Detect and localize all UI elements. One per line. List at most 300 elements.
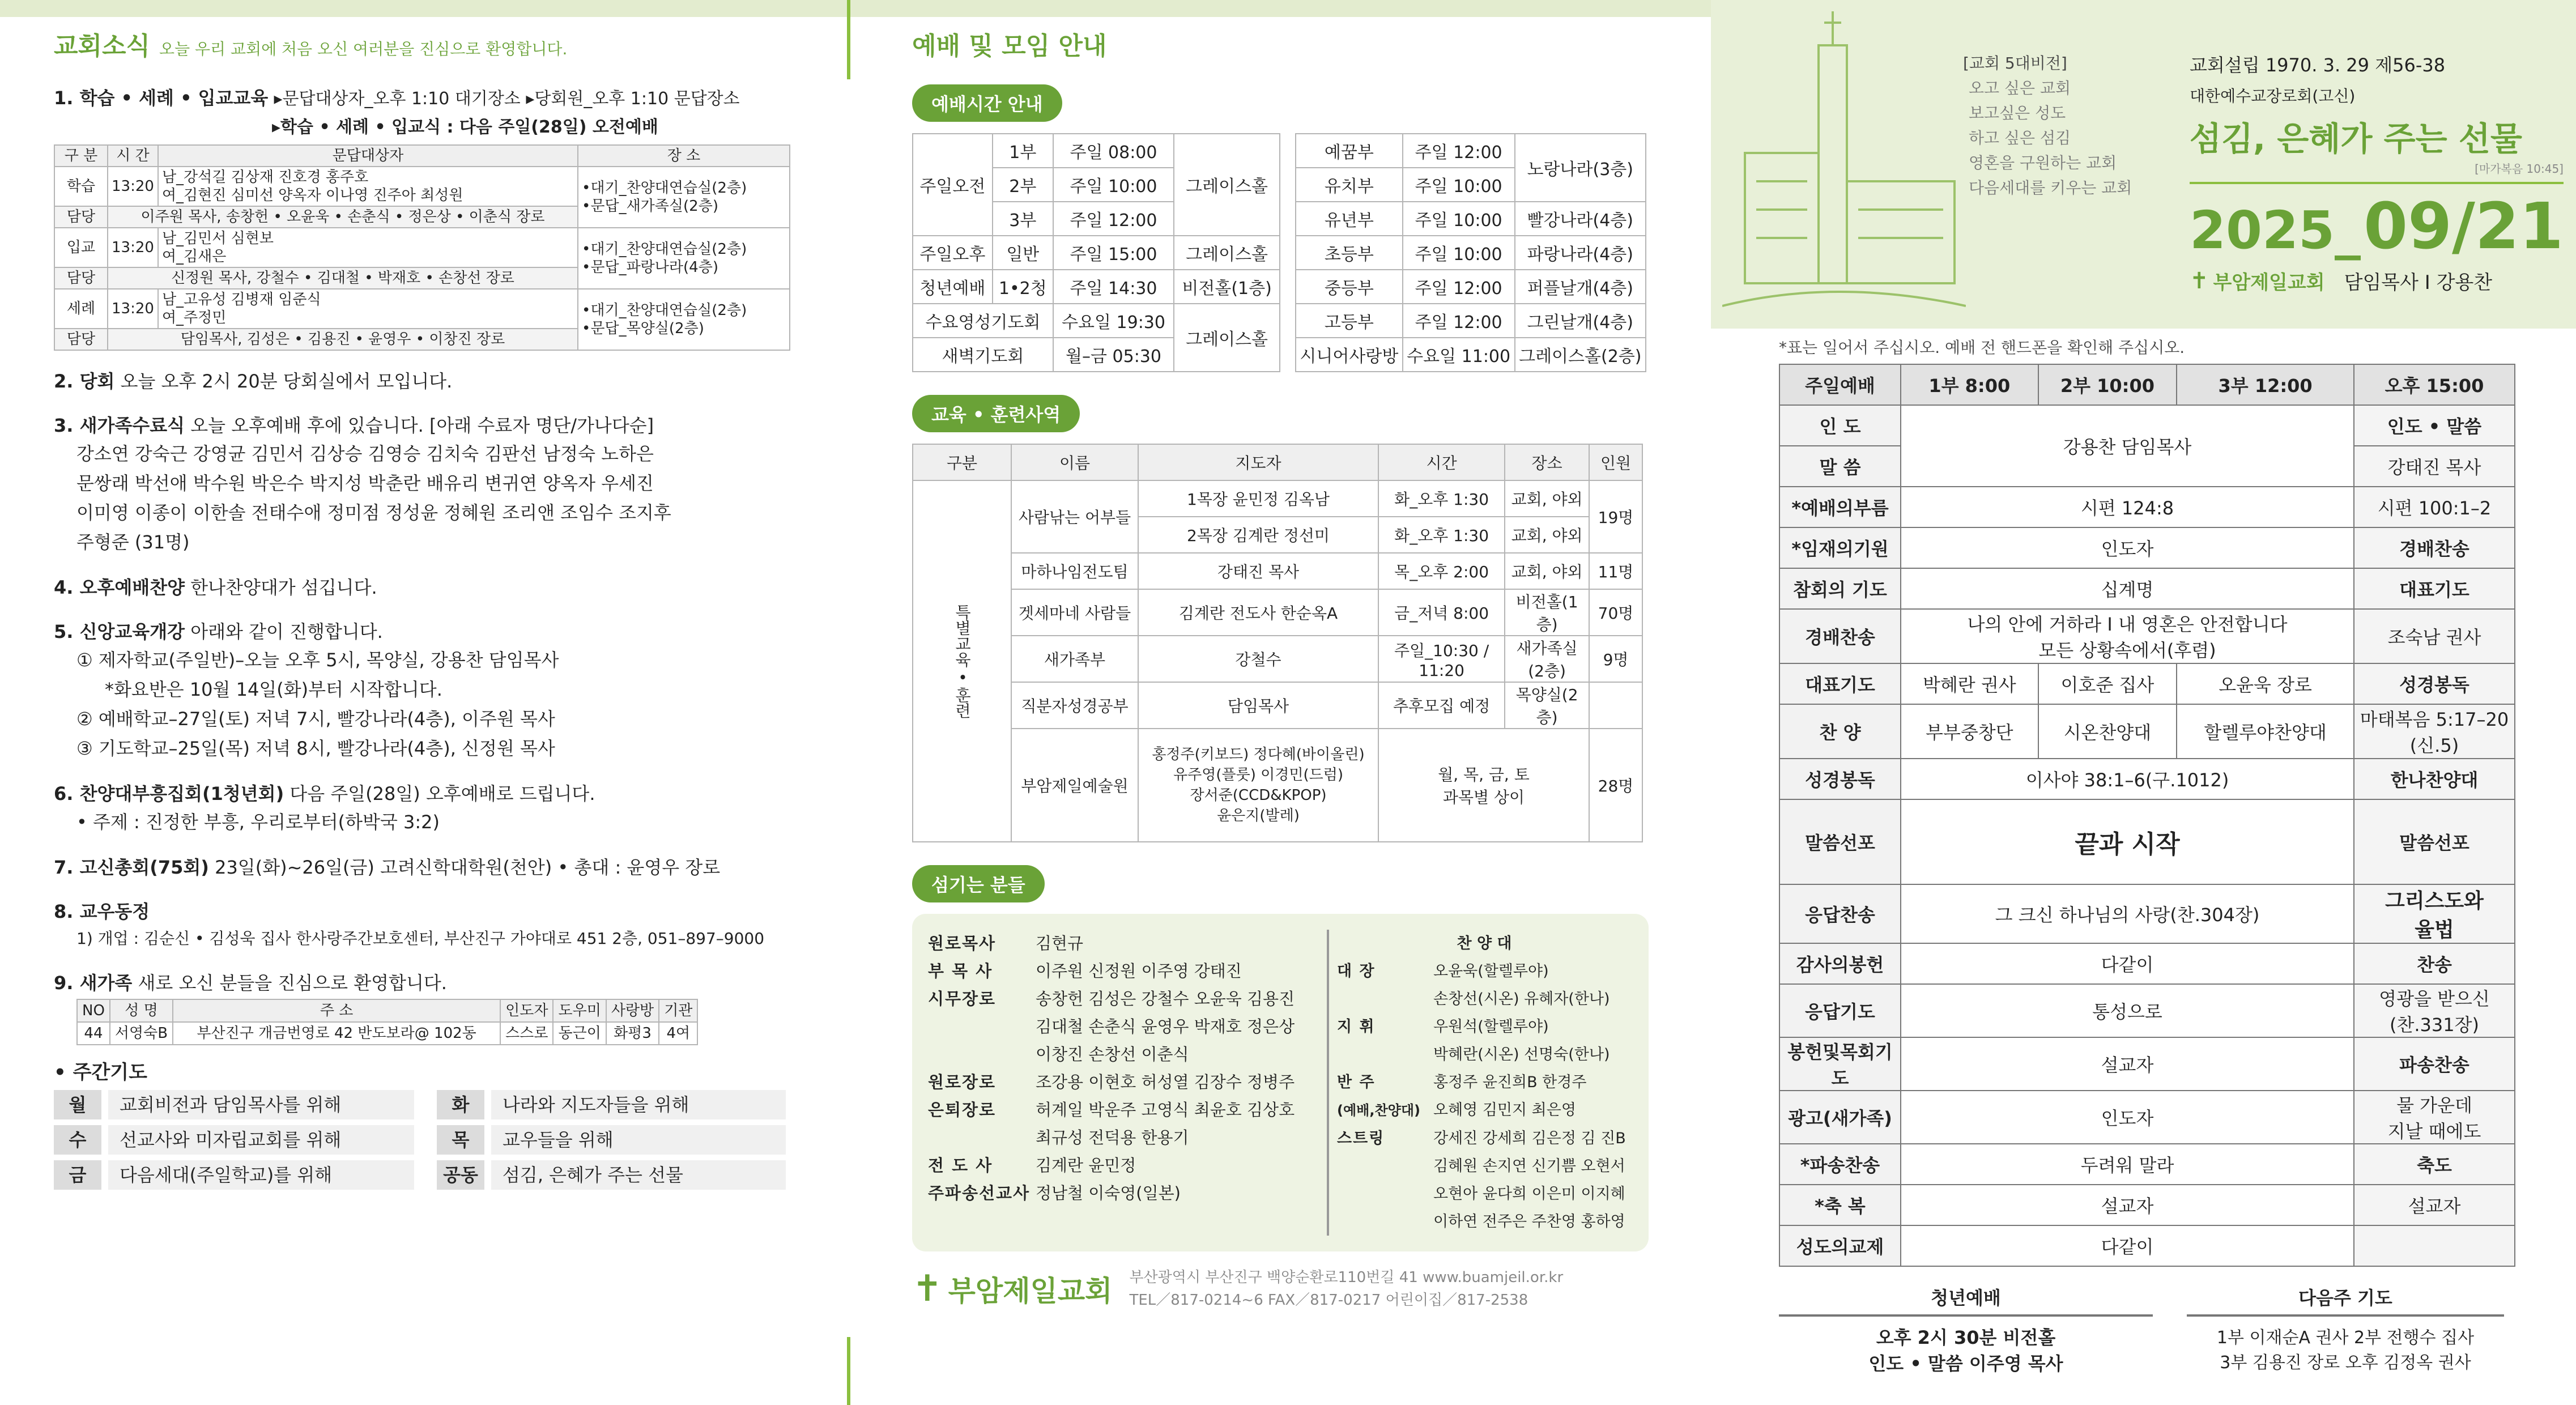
- item5-head: 5. 신앙교육개강: [54, 621, 185, 642]
- sr-0-0: 예꿈부: [1296, 134, 1403, 168]
- t1-r2-dang: 담당: [54, 267, 108, 289]
- t1-r1-place: •대기_찬양대연습실(2층) •문답_새가족실(2층): [578, 167, 790, 228]
- t9-h5: 사랑방: [606, 999, 659, 1022]
- vision-line: 하고 싶은 섬김: [1969, 129, 2071, 147]
- church-logo-icon: ✝: [2190, 267, 2209, 294]
- founded-line: 교회설립 1970. 3. 29 제56-38: [2190, 54, 2446, 76]
- edu-5-1: 담임목사: [1138, 682, 1378, 729]
- staff-names: 김현규: [1036, 934, 1084, 953]
- t1-r2-place: •대기_찬양대연습실(2층) •문답_파랑나라(4층): [578, 228, 790, 289]
- choir-names: 손창선(시온) 유혜자(한나): [1433, 990, 1610, 1008]
- staff-names: 송창헌 김성은 강철수 오윤욱 김용진: [1036, 989, 1295, 1008]
- choir-names: 강세진 강세희 김은정 김 진B: [1433, 1130, 1626, 1147]
- staff-role: 부 목 사: [928, 961, 993, 981]
- order-k5: 경배찬송: [1779, 609, 1901, 663]
- youth-title: 청년예배: [1779, 1284, 2153, 1317]
- sr-4-2: 퍼플날개(4층): [1515, 270, 1646, 304]
- item3-names-2: 문쌍래 박선애 박수원 박은수 박지성 박춘란 배유리 변귀연 양옥자 우세진: [76, 472, 654, 494]
- prayer-row: [54, 1160, 414, 1190]
- choir-title: 찬 양 대: [1457, 935, 1512, 952]
- order-p17: [2354, 1225, 2515, 1266]
- t1-h1: 시 간: [108, 145, 158, 167]
- item9-head: 9. 새가족: [54, 972, 133, 994]
- t9-h4: 도우미: [553, 999, 606, 1022]
- edu-3-0: 겟세마네 사람들: [1011, 589, 1138, 636]
- edu-1-3: 교회, 야외: [1505, 517, 1589, 553]
- choir-row: [1337, 1152, 1632, 1180]
- t1-r3-place: •대기_찬양대연습실(2층) •문답_목양실(2층): [578, 289, 790, 350]
- staff-names: 이주원 신정원 이주영 강태진: [1036, 961, 1242, 981]
- sr-6-0: 시니어사랑방: [1296, 338, 1403, 372]
- sl-2-1: 3부: [993, 202, 1053, 236]
- order-v14: 인도자: [1901, 1091, 2354, 1144]
- sr-2-1: 주일 10:00: [1403, 202, 1515, 236]
- sr-0-2: 노랑나라(3층): [1515, 134, 1646, 202]
- theme-title: 섬김, 은혜가 주는 선물: [2190, 120, 2522, 158]
- vision-line: 영혼을 구원하는 교회: [1969, 154, 2117, 172]
- t9-h6: 기관: [659, 999, 697, 1022]
- order-k15: *파송찬송: [1779, 1144, 1901, 1185]
- prayer-topic: 교회비전과 담임목사를 위해: [108, 1090, 414, 1119]
- order-p2: 시편 100:1–2: [2354, 487, 2515, 527]
- item1-line2: ▸학습 • 세례 • 입교식 : 다음 주일(28일) 오전예배: [272, 117, 658, 137]
- edu-1-1: 2목장 김계란 정선미: [1138, 517, 1378, 553]
- sr-1-0: 유치부: [1296, 168, 1403, 202]
- choir-role: 대 장: [1337, 963, 1376, 980]
- prayer-topic: 선교사와 미자립교회를 위해: [108, 1125, 414, 1155]
- order-v9: 끝과 시작: [1901, 799, 2354, 884]
- order-v2: 시편 124:8: [1901, 487, 2354, 527]
- staff-row: [928, 985, 1319, 1013]
- t9-c4: 동근이: [553, 1022, 606, 1045]
- edu-0-1: 1목장 윤민정 김옥남: [1138, 480, 1378, 517]
- order-k9: 말씀선포: [1779, 799, 1901, 884]
- choir-names: 오혜영 김민지 최은영: [1433, 1101, 1576, 1119]
- worship-order-table: [1779, 364, 2515, 1267]
- vision-line: 오고 싶은 교회: [1969, 79, 2071, 97]
- footer-phones: TEL／817-0214~6 FAX／817-0217 어린이집／817-2538: [1129, 1292, 1528, 1309]
- item3-names-3: 이미영 이종이 이한솔 전태수애 정미점 정성윤 정혜원 조리앤 조임수 조지후: [76, 502, 671, 523]
- new-family-table: [76, 999, 698, 1045]
- sr-2-2: 빨강나라(4층): [1515, 202, 1646, 236]
- edu-3-3: 비전홀(1층): [1505, 589, 1589, 636]
- next-prayer-title: 다음주 기도: [2187, 1284, 2504, 1317]
- sr-3-2: 파랑나라(4층): [1515, 236, 1646, 270]
- order-p7: 마태복음 5:17–20 (신.5): [2354, 704, 2515, 759]
- staff-role: 은퇴장로: [928, 1100, 997, 1119]
- order-k11: 감사의봉헌: [1779, 943, 1901, 984]
- sr-2-0: 유년부: [1296, 202, 1403, 236]
- sr-6-2: 그레이스홀(2층): [1515, 338, 1646, 372]
- t9-c2: 부산진구 개금번영로 42 반도보라@ 102동: [173, 1022, 500, 1045]
- staff-names: 김대철 손춘식 윤영우 박재호 정은상: [1036, 1017, 1295, 1036]
- order-p9: 말씀선포: [2354, 799, 2515, 884]
- order-p4: 대표기도: [2354, 568, 2515, 609]
- t1-r2-people: 남_김민서 심현보 여_김새은: [158, 228, 578, 267]
- item1-head: 1. 학습 • 세례 • 입교교육: [54, 87, 269, 109]
- bulletin-year: 2025_: [2190, 200, 2361, 261]
- footer-church-name: 부암제일교회: [948, 1275, 1113, 1308]
- prayer-title: • 주간기도: [54, 1061, 147, 1084]
- choir-names: 오현아 윤다희 이은미 이지혜: [1433, 1185, 1625, 1203]
- prayer-day: 공동: [437, 1160, 484, 1190]
- staff-row: [928, 1013, 1319, 1041]
- order-v5: 나의 안에 거하라 I 내 영혼은 안전합니다 모든 상황속에서(후렴): [1901, 609, 2354, 663]
- t1-r3-people: 남_고유성 김병재 임준식 여_주정민: [158, 289, 578, 329]
- edu-3-4: 70명: [1589, 589, 1642, 636]
- sl-6-0: 새벽기도회: [913, 338, 1053, 372]
- order-v6b: 이호준 집사: [2038, 663, 2177, 704]
- t1-h0: 구 분: [54, 145, 108, 167]
- sl-6-2: 월–금 05:30: [1053, 338, 1174, 372]
- order-p3: 경배찬송: [2354, 527, 2515, 568]
- edu-2-0: 마하나임전도팀: [1011, 553, 1138, 589]
- sr-4-0: 중등부: [1296, 270, 1403, 304]
- cover-church-name: 부암제일교회: [2213, 271, 2325, 294]
- order-p15: 축도: [2354, 1144, 2515, 1185]
- choir-names: 이하연 전주은 주찬영 홍하영: [1433, 1213, 1625, 1231]
- choir-role: 반 주: [1337, 1074, 1376, 1091]
- t9-h3: 인도자: [500, 999, 553, 1022]
- order-p6: 성경봉독: [2354, 663, 2515, 704]
- order-k0: 인 도: [1779, 405, 1901, 446]
- edu-0-0: 사람낚는 어부들: [1011, 480, 1138, 553]
- prayer-row: [54, 1125, 414, 1155]
- t1-r2-type: 입교: [54, 228, 108, 267]
- order-h4: 오후 15:00: [2354, 364, 2515, 405]
- fold-line-1: [847, 0, 850, 79]
- prayer-day: 금: [54, 1160, 101, 1190]
- prayer-row: [437, 1090, 786, 1119]
- sr-1-1: 주일 10:00: [1403, 168, 1515, 202]
- sl-5-0: 수요영성기도회: [913, 304, 1053, 338]
- order-v12: 통성으로: [1901, 984, 2354, 1037]
- edu-h3: 시간: [1378, 444, 1505, 480]
- sr-3-1: 주일 10:00: [1403, 236, 1515, 270]
- order-v11: 다같이: [1901, 943, 2354, 984]
- sl-3-2: 주일 15:00: [1053, 236, 1174, 270]
- order-v7b: 시온찬양대: [2038, 704, 2177, 759]
- choir-row: [1337, 1125, 1632, 1152]
- staff-names: 정남철 이숙영(일본): [1036, 1183, 1181, 1203]
- edu-2-4: 11명: [1589, 553, 1642, 589]
- vision-title: [교회 5대비전]: [1963, 54, 2067, 73]
- t9-c0: 44: [77, 1022, 110, 1045]
- t1-r3-staff: 담임목사, 김성은 • 김용진 • 윤영우 • 이창진 장로: [108, 329, 578, 350]
- choir-names: 오윤욱(할렐루야): [1433, 963, 1549, 980]
- staff-row: [928, 1152, 1319, 1180]
- schedule-right-table: [1295, 133, 1646, 372]
- church-logo-icon: ✝: [912, 1268, 943, 1310]
- sl-1-1: 2부: [993, 168, 1053, 202]
- sl-2-2: 주일 12:00: [1053, 202, 1174, 236]
- catechism-table: [54, 144, 790, 351]
- denomination: 대한예수교장로회(고신): [2190, 87, 2356, 105]
- edu-h4: 장소: [1505, 444, 1589, 480]
- order-p12: 영광을 받으신 (찬.331장): [2354, 984, 2515, 1037]
- item6-line-1: • 주제 : 진정한 부흥, 우리로부터(하박국 3:2): [76, 811, 440, 833]
- order-k7: 찬 양: [1779, 704, 1901, 759]
- edu-5-3: 목양실(2층): [1505, 682, 1589, 729]
- order-v0: 강용찬 담임목사: [1901, 405, 2354, 487]
- item2-head: 2. 당회: [54, 371, 115, 392]
- sl-4-2: 주일 14:30: [1053, 270, 1174, 304]
- top-band-left: [0, 0, 1711, 17]
- edu-6-4: 28명: [1589, 729, 1642, 842]
- staff-role: 원로장로: [928, 1072, 997, 1092]
- youth-line-2: 인도 • 말씀 이주영 목사: [1868, 1353, 2063, 1374]
- prayer-day: 수: [54, 1125, 101, 1155]
- item7-text: 23일(화)~26일(금) 고려신학대학원(천안) • 총대 : 윤영우 장로: [215, 857, 721, 878]
- staff-names: 이창진 손창선 이춘식: [1036, 1045, 1189, 1064]
- order-v8: 이사야 38:1–6(구.1012): [1901, 759, 2354, 799]
- staff-pill: 섬기는 분들: [912, 865, 1045, 902]
- sr-5-2: 그린날개(4층): [1515, 304, 1646, 338]
- choir-row: [1337, 1013, 1632, 1041]
- news-title: 교회소식: [54, 32, 151, 61]
- t1-r1-people: 남_강석길 김상재 진호경 홍주호 여_김현진 심미선 양옥자 이나영 진주아 최성원: [158, 167, 578, 206]
- order-k13: 봉헌및목회기도: [1779, 1037, 1901, 1091]
- fold-line-1-bottom: [847, 1337, 850, 1405]
- choir-row: [1337, 957, 1632, 985]
- staff-role: 시무장로: [928, 989, 997, 1008]
- sr-5-1: 주일 12:00: [1403, 304, 1515, 338]
- edu-3-2: 금_저녁 8:00: [1378, 589, 1505, 636]
- order-v3: 인도자: [1901, 527, 2354, 568]
- choir-role: 스트링: [1337, 1130, 1385, 1147]
- prayer-row: [437, 1125, 786, 1155]
- order-p16: 설교자: [2354, 1185, 2515, 1225]
- item6-text: 다음 주일(28일) 오후예배로 드립니다.: [289, 783, 595, 804]
- edu-h2: 지도자: [1138, 444, 1378, 480]
- staff-row: [928, 1041, 1319, 1068]
- choir-names: 홍정주 윤진희B 한경주: [1433, 1074, 1587, 1091]
- item5-line-1: ① 제자학교(주일반)–오늘 오후 5시, 목양실, 강용찬 담임목사: [76, 649, 559, 671]
- order-k4: 참회의 기도: [1779, 568, 1901, 609]
- item6-head: 6. 찬양대부흥집회(1청년회): [54, 783, 284, 804]
- t9-c1: 서영숙B: [110, 1022, 173, 1045]
- prayer-topic: 나라와 지도자들을 위해: [491, 1090, 786, 1119]
- order-v16: 설교자: [1901, 1185, 2354, 1225]
- choir-names: 김혜원 손지연 신기쁨 오현서: [1433, 1157, 1625, 1175]
- order-p8: 한나찬양대: [2354, 759, 2515, 799]
- order-k14: 광고(새가족): [1779, 1091, 1901, 1144]
- order-k8: 성경봉독: [1779, 759, 1901, 799]
- edu-0-4: 19명: [1589, 480, 1642, 553]
- edu-3-1: 김계란 전도사 한순옥A: [1138, 589, 1378, 636]
- prayer-row: [437, 1160, 786, 1190]
- t9-c5: 화평3: [606, 1022, 659, 1045]
- vision-line: 보고싶은 성도: [1969, 104, 2066, 122]
- sl-4-3: 비전홀(1층): [1174, 270, 1280, 304]
- sr-6-1: 수요일 11:00: [1403, 338, 1515, 372]
- next-prayer-line-2: 3부 김용진 장로 오후 김정옥 권사: [2220, 1353, 2471, 1373]
- worship-panel: [912, 25, 1649, 1397]
- order-note: *표는 일어서 주십시오. 예배 전 핸드폰을 확인해 주십시오.: [1779, 338, 2185, 357]
- t1-r2-staff: 신정원 목사, 강철수 • 김대철 • 박재호 • 손창선 장로: [108, 267, 578, 289]
- order-p1: 강태진 목사: [2354, 446, 2515, 487]
- choir-row: [1337, 1041, 1632, 1068]
- cover-header: [1711, 0, 2576, 329]
- edu-4-0: 새가족부: [1011, 636, 1138, 682]
- education-table: [912, 444, 1643, 842]
- order-p13: 파송찬송: [2354, 1037, 2515, 1091]
- choir-row: [1337, 1180, 1632, 1208]
- edu-h1: 이름: [1011, 444, 1138, 480]
- prayer-row: [54, 1090, 414, 1119]
- staff-role: 원로목사: [928, 934, 997, 953]
- staff-row: [928, 930, 1319, 957]
- bulletin-date: 09/21: [2364, 190, 2564, 263]
- worship-title: 예배 및 모임 안내: [912, 32, 1107, 61]
- order-k17: 성도의교제: [1779, 1225, 1901, 1266]
- times-pill: 예배시간 안내: [912, 84, 1062, 122]
- choir-names: 박혜란(시온) 선명숙(한나): [1433, 1046, 1610, 1063]
- staff-names: 조강용 이현호 허성열 김장수 정병주: [1036, 1072, 1295, 1092]
- item4-text: 한나찬양대가 섬깁니다.: [190, 577, 377, 598]
- sl-0-3: 그레이스홀: [1174, 134, 1280, 236]
- edu-h0: 구분: [913, 444, 1011, 480]
- edu-6-1: 홍정주(키보드) 정다혜(바이올린) 유주영(플룻) 이경민(드럼) 장서준(CCD&KPOP) 윤은지(발레): [1138, 729, 1378, 842]
- t9-h0: NO: [77, 999, 110, 1022]
- item8-line-1: 1) 개업 : 김순신 • 김성욱 집사 한사랑주간보호센터, 부산진구 가야대로 451 2층, 051–897–9000: [76, 929, 765, 948]
- order-v13: 설교자: [1901, 1037, 2354, 1091]
- t1-r3-time: 13:20: [108, 289, 158, 329]
- sl-5-2: 수요일 19:30: [1053, 304, 1174, 338]
- staff-names: 최규성 전덕용 한용기: [1036, 1128, 1189, 1147]
- staff-row: [928, 1124, 1319, 1152]
- order-k1: 말 씀: [1779, 446, 1901, 487]
- edu-1-2: 화_오후 1:30: [1378, 517, 1505, 553]
- edu-5-2: 추후모집 예정: [1378, 682, 1505, 729]
- staff-names: 허계일 박운주 고영식 최윤호 김상호: [1036, 1100, 1295, 1119]
- next-prayer-line-1: 1부 이재순A 권사 2부 전행수 집사: [2216, 1328, 2475, 1348]
- edu-pill: 교육 • 훈련사역: [912, 395, 1080, 432]
- sl-4-0: 청년예배: [913, 270, 993, 304]
- order-k16: *축 복: [1779, 1185, 1901, 1225]
- edu-4-3: 새가족실(2층): [1505, 636, 1589, 682]
- item8-head: 8. 교우동정: [54, 901, 150, 922]
- theme-reference: [마가복음 10:45]: [2475, 162, 2564, 176]
- choir-role: (예배,찬양대): [1337, 1102, 1420, 1118]
- order-p14: 물 가운데 지날 때에도: [2354, 1091, 2515, 1144]
- order-v10: 그 크신 하나님의 사랑(찬.304장): [1901, 884, 2354, 943]
- staff-row: [928, 1180, 1319, 1207]
- staff-row: [928, 1068, 1319, 1096]
- item3-head: 3. 새가족수료식: [54, 415, 185, 436]
- item5-line-3: ② 예배학교–27일(토) 저녁 7시, 빨강나라(4층), 이주원 목사: [76, 708, 555, 730]
- order-k3: *임재의기원: [1779, 527, 1901, 568]
- sl-4-1: 1•2청: [993, 270, 1053, 304]
- choir-row: [1337, 1096, 1632, 1125]
- order-k6: 대표기도: [1779, 663, 1901, 704]
- t1-h2: 문답대상자: [158, 145, 578, 167]
- t1-r1-dang: 담당: [54, 206, 108, 228]
- staff-row: [928, 957, 1319, 985]
- t1-r3-dang: 담당: [54, 329, 108, 350]
- sr-4-1: 주일 12:00: [1403, 270, 1515, 304]
- item2-text: 오늘 오후 2시 20분 당회실에서 모입니다.: [120, 371, 453, 392]
- prayer-day: 목: [437, 1125, 484, 1155]
- church-building-illustration: [1722, 11, 1966, 329]
- t1-r1-staff: 이주원 목사, 송창헌 • 오윤욱 • 손춘식 • 정은상 • 이춘식 장로: [108, 206, 578, 228]
- t9-h1: 성 명: [110, 999, 173, 1022]
- staff-role: 주파송선교사: [928, 1183, 1031, 1203]
- sl-0-1: 1부: [993, 134, 1053, 168]
- t1-h3: 장 소: [578, 145, 790, 167]
- t9-c3: 스스로: [500, 1022, 553, 1045]
- t1-r1-type: 학습: [54, 167, 108, 206]
- item7-head: 7. 고신총회(75회): [54, 857, 209, 878]
- edu-0-2: 화_오후 1:30: [1378, 480, 1505, 517]
- edu-4-1: 강철수: [1138, 636, 1378, 682]
- sl-5-3: 그레이스홀: [1174, 304, 1280, 372]
- order-h2: 2부 10:00: [2038, 364, 2177, 405]
- item3-names-4: 주형준 (31명): [76, 531, 190, 553]
- item5-text: 아래와 같이 진행합니다.: [190, 621, 383, 642]
- order-v7c: 할렐루야찬양대: [2177, 704, 2354, 759]
- prayer-topic: 다음세대(주일학교)를 위해: [108, 1160, 414, 1190]
- prayer-day: 월: [54, 1090, 101, 1119]
- order-p11: 찬송: [2354, 943, 2515, 984]
- edu-side-label: 특별교육 • 훈련: [913, 480, 1011, 842]
- item9-text: 새로 오신 분들을 진심으로 환영합니다.: [138, 972, 447, 994]
- item4-head: 4. 오후예배찬양: [54, 577, 185, 598]
- item1-text: ▸문답대상자_오후 1:10 대기장소 ▸당회원_오후 1:10 문답장소: [274, 89, 740, 109]
- sr-5-0: 고등부: [1296, 304, 1403, 338]
- sl-1-2: 주일 10:00: [1053, 168, 1174, 202]
- item3-names-1: 강소연 강숙근 강영균 김민서 김상승 김영승 김치숙 김판선 남정숙 노하은: [76, 443, 654, 465]
- order-p5: 조숙남 권사: [2354, 609, 2515, 663]
- t9-c6: 4여: [659, 1022, 697, 1045]
- edu-2-2: 목_오후 2:00: [1378, 553, 1505, 589]
- choir-row: [1337, 1068, 1632, 1096]
- schedule-left-table: [912, 133, 1280, 372]
- order-k12: 응답기도: [1779, 984, 1901, 1037]
- order-v6c: 오윤욱 장로: [2177, 663, 2354, 704]
- t9-h2: 주 소: [173, 999, 500, 1022]
- order-h3: 3부 12:00: [2177, 364, 2354, 405]
- staff-row: [928, 1096, 1319, 1124]
- choir-names: 우원석(할렐루야): [1433, 1018, 1549, 1036]
- edu-h5: 인원: [1589, 444, 1642, 480]
- t1-r2-time: 13:20: [108, 228, 158, 267]
- sl-3-1: 일반: [993, 236, 1053, 270]
- order-h0: 주일예배: [1779, 364, 1901, 405]
- edu-6-0: 부암제일예술원: [1011, 729, 1138, 842]
- vision-line: 다음세대를 키우는 교회: [1969, 178, 2132, 197]
- staff-names: 김계란 윤민정: [1036, 1156, 1136, 1175]
- choir-row: [1337, 1208, 1632, 1236]
- sl-0-2: 주일 08:00: [1053, 134, 1174, 168]
- sr-0-1: 주일 12:00: [1403, 134, 1515, 168]
- church-news-panel: [54, 25, 796, 1397]
- choir-role: 지 휘: [1337, 1018, 1376, 1036]
- news-welcome: 오늘 우리 교회에 처음 오신 여러분을 진심으로 환영합니다.: [159, 40, 568, 58]
- sr-3-0: 초등부: [1296, 236, 1403, 270]
- cover-pastor: 담임목사 I 강용찬: [2344, 271, 2493, 294]
- edu-2-1: 강태진 목사: [1138, 553, 1378, 589]
- order-v7a: 부부중창단: [1901, 704, 2038, 759]
- prayer-topic: 섬김, 은혜가 주는 선물: [491, 1160, 786, 1190]
- edu-5-4: [1589, 682, 1642, 729]
- item5-line-2: *화요반은 10월 14일(화)부터 시작합니다.: [105, 679, 442, 700]
- order-p0: 인도 • 말씀: [2354, 405, 2515, 446]
- edu-4-4: 9명: [1589, 636, 1642, 682]
- sl-0-0: 주일오전: [913, 134, 993, 236]
- order-k10: 응답찬송: [1779, 884, 1901, 943]
- order-h1: 1부 8:00: [1901, 364, 2038, 405]
